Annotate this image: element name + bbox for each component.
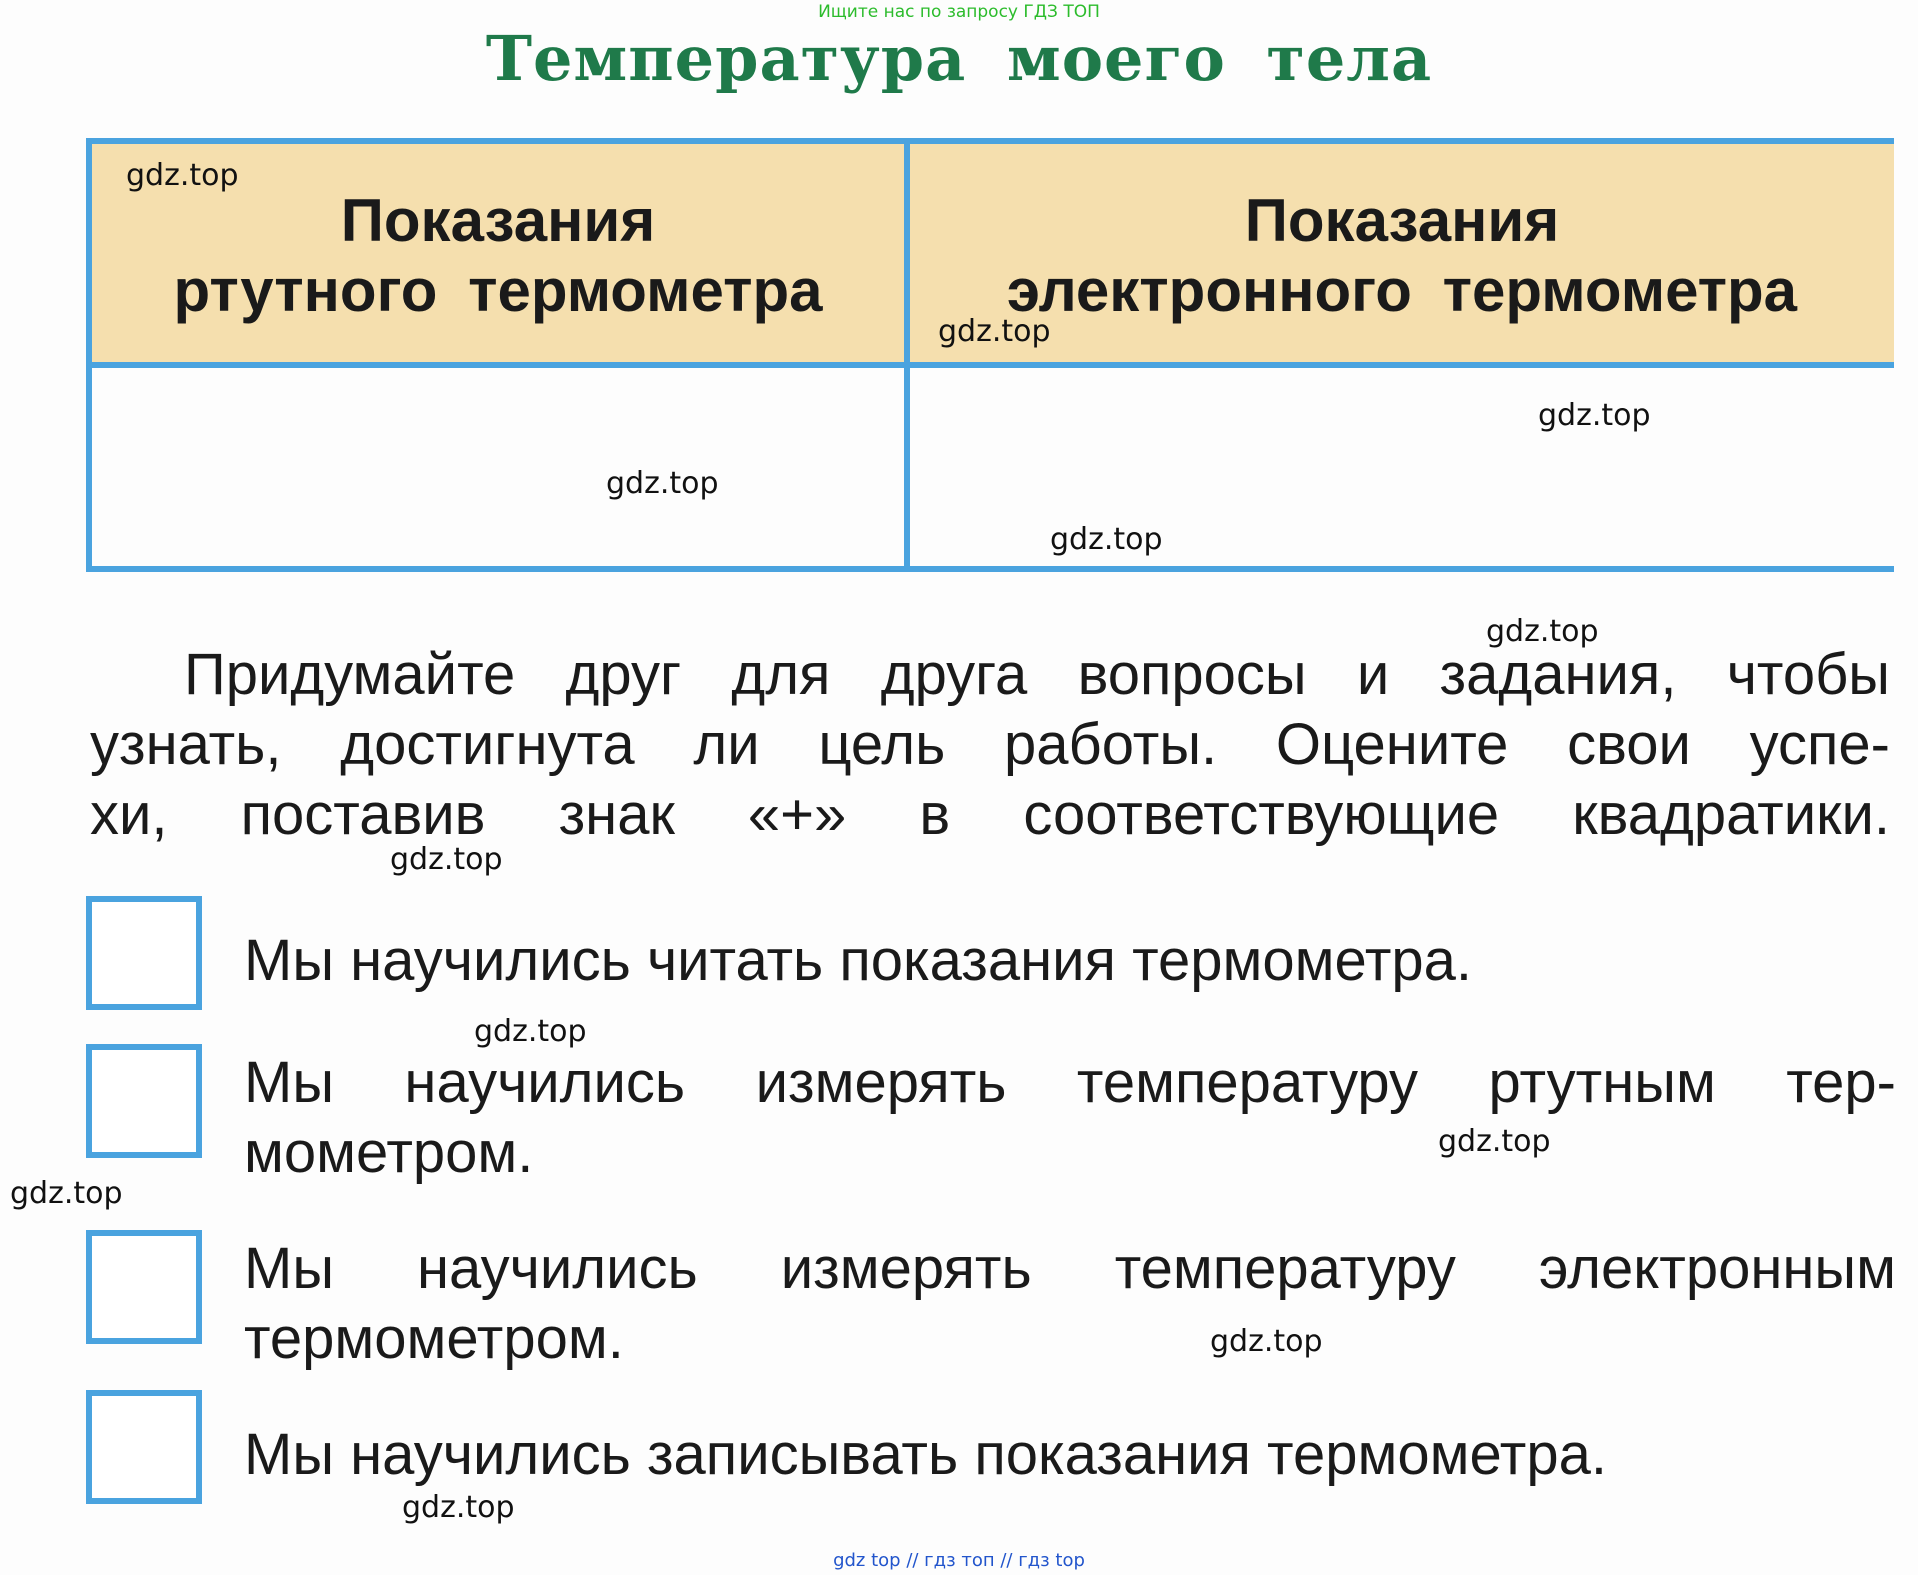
page-title: Температура моего тела [485,22,1433,95]
watermark: gdz.top [1050,522,1163,557]
header-electronic-thermometer [910,144,1894,368]
watermark: gdz.top [1538,398,1651,433]
checklist-checkbox[interactable] [86,1390,202,1504]
mercury-reading-cell[interactable] [92,368,910,566]
checklist-checkbox[interactable] [86,1044,202,1158]
watermark: gdz.top [606,466,719,501]
header-electronic-line2: электронного термометра [1006,257,1798,324]
watermark: gdz.top [474,1014,587,1049]
header-electronic-line1: Показания [1244,187,1560,254]
bottom-watermark: gdz top // гдз топ // гдз top [833,1550,1085,1571]
checklist-item-text: термометром. [244,1306,624,1371]
watermark: gdz.top [1486,614,1599,649]
checklist-item-text: Мы научились измерять температуру электронным [244,1236,1896,1301]
header-mercury-line2: ртутного термометра [173,257,823,324]
watermark: gdz.top [126,158,239,193]
watermark: gdz.top [1210,1324,1323,1359]
top-watermark: Ищите нас по запросу ГДЗ ТОП [818,2,1100,22]
instruction-line: хи, поставив знак «+» в соответствующие квадратики. [90,782,1890,847]
watermark: gdz.top [10,1176,123,1211]
thermometer-readings-table [86,138,1894,572]
instruction-paragraph [90,640,1890,850]
checklist-checkbox[interactable] [86,896,202,1010]
checklist-item-label [244,1234,1896,1374]
instruction-line: узнать, достигнута ли цель работы. Оцените свои успе- [90,712,1890,777]
checklist-item-text: Мы научились читать показания термометра. [244,928,1473,993]
watermark: gdz.top [938,314,1051,349]
checklist-item-text: мометром. [244,1120,534,1185]
checklist-item-label [244,1420,1896,1490]
header-mercury-line1: Показания [340,187,656,254]
checklist-item-text: Мы научились записывать показания термометра. [244,1422,1607,1487]
checklist-item-label [244,1048,1896,1188]
checklist-item-label [244,926,1896,996]
watermark: gdz.top [1438,1124,1551,1159]
watermark: gdz.top [402,1490,515,1525]
watermark: gdz.top [390,842,503,877]
checklist-item-text: Мы научились измерять температуру ртутным тер- [244,1050,1896,1115]
instruction-line: Придумайте друг для друга вопросы и задания, чтобы [184,642,1890,707]
checklist-checkbox[interactable] [86,1230,202,1344]
